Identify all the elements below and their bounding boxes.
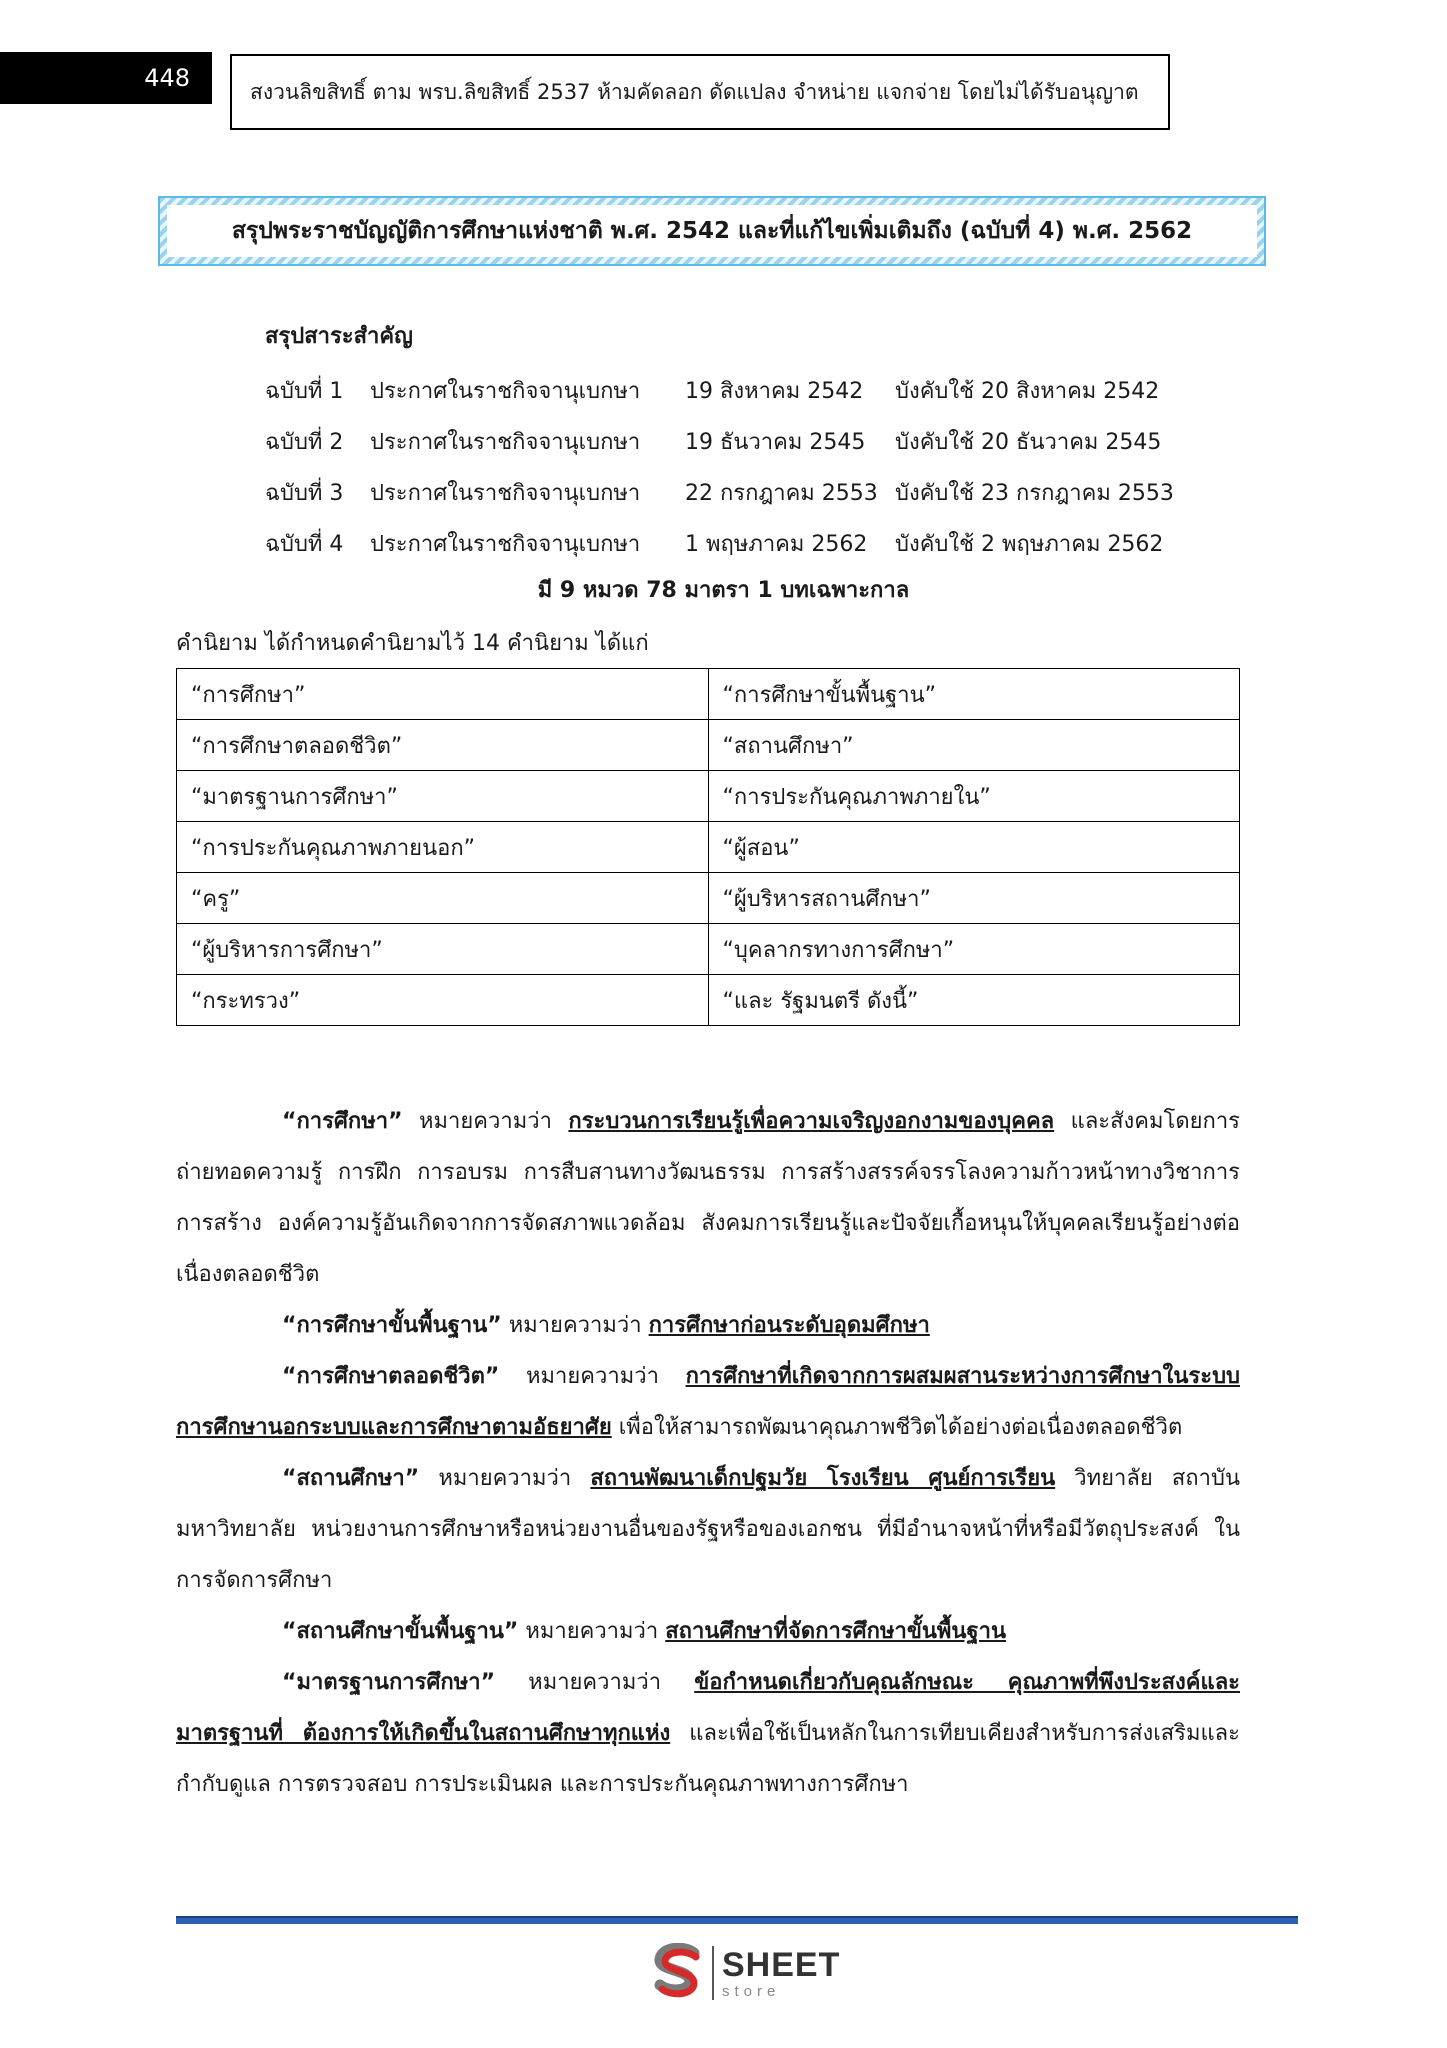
footer-rule bbox=[176, 1916, 1298, 1924]
definition-paragraph bbox=[176, 1096, 1240, 1300]
table-row bbox=[177, 975, 1240, 1026]
edition-pub-date: 19 สิงหาคม 2542 bbox=[685, 379, 864, 404]
summary-section bbox=[265, 316, 1245, 570]
paragraph-rest: และเพื่อใช้เป็นหลักในการเทียบเคียงสำหรับการส่งเสริมและกำกับดูแล การตรวจสอบ การประเมินผล และการประกันคุณภาพทางการศึกษา bbox=[176, 1721, 1240, 1797]
definition-term: “ผู้สอน” bbox=[708, 822, 1240, 873]
logo-main-text: SHEET bbox=[722, 1945, 841, 1984]
edition-published: ประกาศในราชกิจจานุเบกษา bbox=[370, 379, 641, 404]
key-phrase: การศึกษาที่เกิดจากการผสมผสานระหว่างการศึกษาในระบบ การศึกษานอกระบบและการศึกษาตามอัธยาศัย bbox=[176, 1364, 1240, 1440]
term: “มาตรฐานการศึกษา” bbox=[282, 1670, 496, 1695]
summary-heading: สรุปสาระสำคัญ bbox=[265, 324, 413, 349]
edition-number: ฉบับที่ 1 bbox=[265, 379, 344, 404]
definition-paragraph bbox=[176, 1453, 1240, 1606]
term: “สถานศึกษาขั้นพื้นฐาน” bbox=[282, 1619, 519, 1644]
term: “การศึกษา” bbox=[282, 1109, 403, 1134]
table-row bbox=[177, 822, 1240, 873]
definition-term: “มาตรฐานการศึกษา” bbox=[177, 771, 709, 822]
definitions-body bbox=[176, 1096, 1240, 1810]
edition-effective: บังคับใช้ 20 ธันวาคม 2545 bbox=[895, 430, 1162, 455]
copyright-notice bbox=[230, 54, 1170, 130]
definition-term: “กระทรวง” bbox=[177, 975, 709, 1026]
edition-effective: บังคับใช้ 20 สิงหาคม 2542 bbox=[895, 379, 1160, 404]
edition-number: ฉบับที่ 3 bbox=[265, 481, 344, 506]
definition-paragraph bbox=[176, 1606, 1240, 1657]
definitions-intro: คำนิยาม ได้กำหนดคำนิยามไว้ 14 คำนิยาม ได้แก่ bbox=[176, 631, 649, 656]
s-logo-icon bbox=[650, 1943, 706, 2003]
definition-term: “การศึกษาตลอดชีวิต” bbox=[177, 720, 709, 771]
edition-row bbox=[265, 468, 1245, 519]
meaning-label: หมายความว่า bbox=[402, 1109, 569, 1134]
table-row bbox=[177, 669, 1240, 720]
edition-effective: บังคับใช้ 2 พฤษภาคม 2562 bbox=[895, 532, 1164, 557]
chapter-count: มี 9 หมวด 78 มาตรา 1 บทเฉพาะกาล bbox=[537, 578, 910, 603]
definition-term: “สถานศึกษา” bbox=[708, 720, 1240, 771]
edition-pub-date: 1 พฤษภาคม 2562 bbox=[685, 532, 868, 557]
paragraph-rest: และสังคมโดยการ ถ่ายทอดความรู้ การฝึก การอบรม การสืบสานทางวัฒนธรรม การสร้างสรรค์จรรโลงความก้าวหน้าทางวิชาการ การสร้าง องค์ความรู้อันเกิดจากการจัดสภาพแวดล้อม สังคมการเรียนรู้และปัจจัยเกื้อหนุนให้บุคคลเรียนรู้อย่างต่อเนื่องตลอดชีวิต bbox=[176, 1109, 1240, 1287]
meaning-label: หมายความว่า bbox=[501, 1313, 649, 1338]
key-phrase: การศึกษาก่อนระดับอุดมศึกษา bbox=[648, 1313, 930, 1338]
edition-pub-date: 19 ธันวาคม 2545 bbox=[685, 430, 866, 455]
definition-term: “ครู” bbox=[177, 873, 709, 924]
logo-wordmark bbox=[722, 1945, 841, 2000]
edition-row bbox=[265, 417, 1245, 468]
edition-row bbox=[265, 519, 1245, 570]
edition-row bbox=[265, 366, 1245, 417]
definition-paragraph bbox=[176, 1351, 1240, 1453]
definition-paragraph bbox=[176, 1300, 1240, 1351]
meaning-label: หมายความว่า bbox=[419, 1466, 591, 1491]
definition-term: “การประกันคุณภาพภายนอก” bbox=[177, 822, 709, 873]
edition-number: ฉบับที่ 2 bbox=[265, 430, 344, 455]
logo-separator bbox=[712, 1946, 714, 2000]
edition-published: ประกาศในราชกิจจานุเบกษา bbox=[370, 481, 641, 506]
definition-term: “ผู้บริหารการศึกษา” bbox=[177, 924, 709, 975]
paragraph-rest: วิทยาลัย สถาบัน มหาวิทยาลัย หน่วยงานการศึกษาหรือหน่วยงานอื่นของรัฐหรือของเอกชน ที่มีอำนาจหน้าที่หรือมีวัตถุประสงค์ ในการจัดการศึกษา bbox=[176, 1466, 1240, 1593]
edition-effective: บังคับใช้ 23 กรกฎาคม 2553 bbox=[895, 481, 1174, 506]
key-phrase: สถานศึกษาที่จัดการศึกษาขั้นพื้นฐาน bbox=[665, 1619, 1006, 1644]
meaning-label: หมายความว่า bbox=[495, 1670, 695, 1695]
table-row bbox=[177, 873, 1240, 924]
key-phrase: ข้อกำหนดเกี่ยวกับคุณลักษณะ คุณภาพที่พึงประสงค์และมาตรฐานที่ ต้องการให้เกิดขึ้นในสถานศึกษาทุกแห่ง bbox=[176, 1670, 1240, 1746]
table-row bbox=[177, 771, 1240, 822]
copyright-text: สงวนลิขสิทธิ์ ตาม พรบ.ลิขสิทธิ์ 2537 ห้ามคัดลอก ดัดแปลง จำหน่าย แจกจ่าย โดยไม่ได้รับอนุญาต bbox=[250, 79, 1139, 104]
definition-term: “ผู้บริหารสถานศึกษา” bbox=[708, 873, 1240, 924]
logo-sub-text: store bbox=[722, 1982, 781, 2000]
title-banner bbox=[158, 196, 1266, 266]
definition-term: “การประกันคุณภาพภายใน” bbox=[708, 771, 1240, 822]
definition-paragraph bbox=[176, 1657, 1240, 1810]
table-row bbox=[177, 720, 1240, 771]
definition-term: “การศึกษาขั้นพื้นฐาน” bbox=[708, 669, 1240, 720]
meaning-label: หมายความว่า bbox=[518, 1619, 666, 1644]
paragraph-rest: เพื่อให้สามารถพัฒนาคุณภาพชีวิตได้อย่างต่อเนื่องตลอดชีวิต bbox=[611, 1415, 1183, 1440]
definition-term: “และ รัฐมนตรี ดังนี้” bbox=[708, 975, 1240, 1026]
term: “การศึกษาขั้นพื้นฐาน” bbox=[282, 1313, 502, 1338]
meaning-label: หมายความว่า bbox=[499, 1364, 686, 1389]
table-row bbox=[177, 924, 1240, 975]
sheet-store-logo bbox=[650, 1942, 840, 2004]
key-phrase: กระบวนการเรียนรู้เพื่อความเจริญงอกงามของบุคคล bbox=[568, 1109, 1055, 1134]
term: “การศึกษาตลอดชีวิต” bbox=[282, 1364, 500, 1389]
edition-pub-date: 22 กรกฎาคม 2553 bbox=[685, 481, 878, 506]
page-number: 448 bbox=[0, 52, 212, 104]
edition-published: ประกาศในราชกิจจานุเบกษา bbox=[370, 532, 641, 557]
definitions-table bbox=[176, 668, 1240, 1026]
document-title: สรุปพระราชบัญญัติการศึกษาแห่งชาติ พ.ศ. 2542 และที่แก้ไขเพิ่มเติมถึง (ฉบับที่ 4) พ.ศ. 2562 bbox=[167, 205, 1257, 257]
edition-published: ประกาศในราชกิจจานุเบกษา bbox=[370, 430, 641, 455]
edition-number: ฉบับที่ 4 bbox=[265, 532, 344, 557]
definition-term: “การศึกษา” bbox=[177, 669, 709, 720]
term: “สถานศึกษา” bbox=[282, 1466, 420, 1491]
key-phrase: สถานพัฒนาเด็กปฐมวัย โรงเรียน ศูนย์การเรียน bbox=[590, 1466, 1056, 1491]
definition-term: “บุคลากรทางการศึกษา” bbox=[708, 924, 1240, 975]
